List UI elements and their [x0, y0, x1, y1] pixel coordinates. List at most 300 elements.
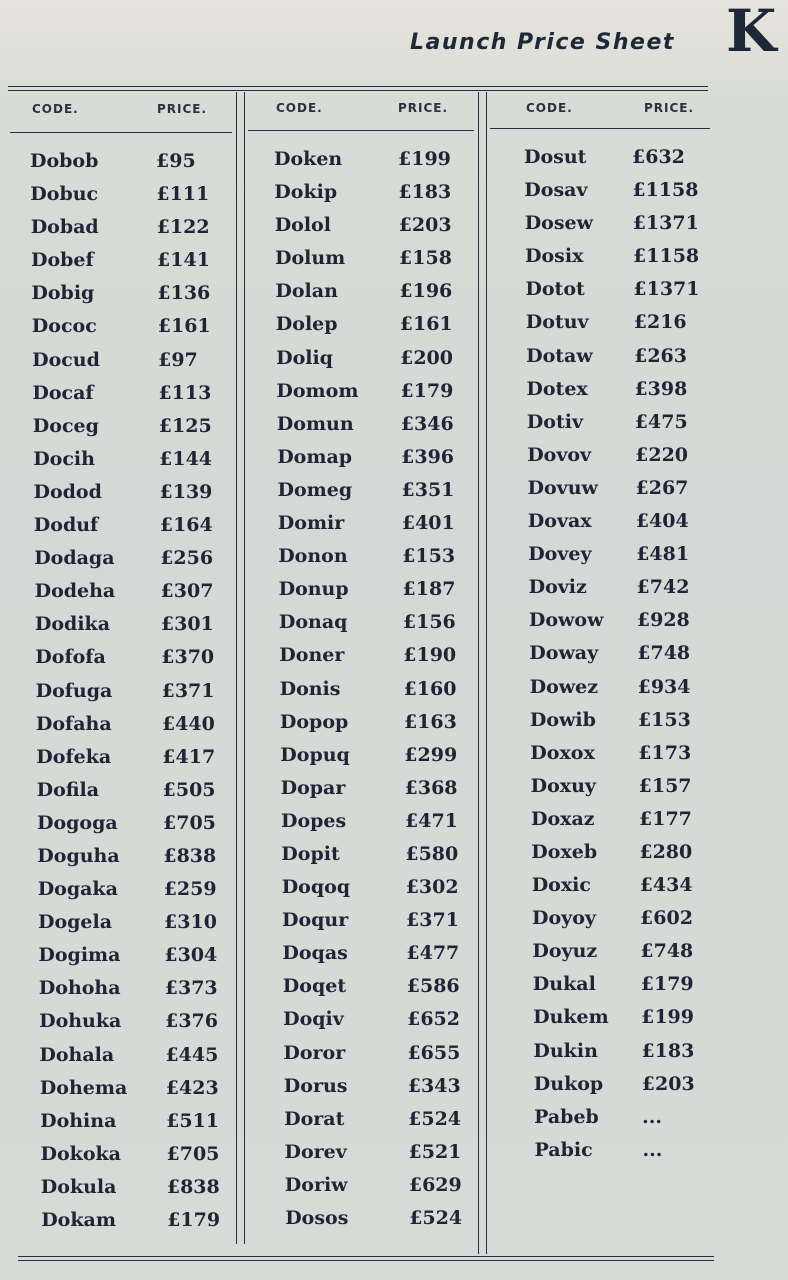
- product-price: £1371: [632, 212, 699, 235]
- product-price: £267: [635, 476, 689, 499]
- product-price: £417: [162, 745, 216, 768]
- table-row: [270, 479, 478, 512]
- product-price: £928: [636, 609, 690, 632]
- product-price: £521: [408, 1140, 462, 1163]
- product-code: Dovey: [528, 543, 592, 566]
- product-price: £373: [164, 977, 218, 1000]
- table-row: [26, 249, 236, 282]
- table-row: [26, 547, 236, 580]
- column-divider-left: [236, 92, 237, 1244]
- product-code: Doyuz: [532, 940, 598, 963]
- product-code: Doxeb: [531, 840, 598, 863]
- table-row: [270, 644, 478, 677]
- product-code: Dowow: [528, 609, 604, 632]
- product-price: £256: [160, 547, 214, 570]
- product-price: £153: [402, 545, 456, 568]
- table-row: [270, 975, 478, 1008]
- table-row: [270, 777, 478, 810]
- product-price: £299: [404, 743, 458, 766]
- product-code: Dovuw: [527, 476, 598, 499]
- product-price: £113: [158, 381, 212, 404]
- table-row: [26, 415, 236, 448]
- table-row: [26, 1143, 236, 1176]
- table-row: [520, 609, 710, 642]
- table-row: [270, 1141, 478, 1174]
- product-price: £179: [167, 1209, 221, 1231]
- product-code: Doqas: [282, 942, 348, 965]
- product-price: £440: [161, 712, 215, 735]
- product-code: Doqur: [282, 909, 349, 932]
- table-row: [26, 812, 236, 845]
- product-price: £220: [635, 443, 689, 466]
- product-code: Dofila: [36, 778, 100, 801]
- product-code: Dorus: [283, 1074, 348, 1097]
- product-price: £396: [401, 445, 455, 468]
- product-code: Dofofa: [35, 646, 106, 669]
- product-code: Dobob: [30, 150, 99, 172]
- product-price: ...: [642, 1138, 663, 1161]
- product-code: Dofeka: [36, 745, 112, 768]
- product-code: Donis: [279, 677, 341, 700]
- table-row: [26, 911, 236, 944]
- product-code: Dotot: [525, 278, 585, 301]
- product-code: Donup: [278, 578, 349, 601]
- product-code: Doguha: [37, 844, 120, 867]
- table-row: [520, 973, 710, 1006]
- table-row: [26, 713, 236, 746]
- table-row: [270, 678, 478, 711]
- table-row: [26, 1010, 236, 1043]
- product-price: £173: [638, 741, 692, 764]
- table-row: [520, 411, 710, 444]
- product-price: £203: [641, 1072, 695, 1095]
- product-code: Dosew: [524, 212, 593, 235]
- table-row: [270, 280, 478, 313]
- table-row: [270, 711, 478, 744]
- product-code: Dukem: [533, 1006, 609, 1029]
- product-price: £200: [400, 346, 453, 369]
- product-code: Dofuga: [35, 679, 113, 702]
- table-row: [270, 578, 478, 611]
- product-code: Doliq: [276, 346, 333, 369]
- product-price: £346: [400, 412, 454, 435]
- product-price: £376: [165, 1010, 218, 1033]
- table-row: [26, 613, 236, 646]
- sheet-title: Launch Price Sheet: [410, 30, 675, 55]
- product-code: Dopit: [281, 842, 340, 865]
- product-code: Domir: [277, 512, 345, 535]
- product-price: £157: [638, 774, 692, 797]
- table-row: [270, 247, 478, 280]
- product-code: Dotaw: [526, 344, 593, 367]
- table-row: [520, 874, 710, 907]
- code-header: CODE.: [526, 101, 573, 115]
- product-price: £471: [405, 809, 458, 832]
- product-code: Docud: [32, 348, 100, 371]
- table-row: [26, 1176, 236, 1209]
- product-code: Dopop: [279, 710, 349, 733]
- product-code: Dobad: [30, 216, 99, 239]
- product-price: £652: [407, 1008, 460, 1031]
- product-code: Doduf: [33, 514, 99, 537]
- rows: [520, 146, 710, 1172]
- product-code: Dokam: [41, 1209, 116, 1231]
- table-row: [520, 179, 710, 212]
- table-row: [26, 977, 236, 1010]
- product-price: £183: [398, 181, 452, 204]
- table-row: [520, 378, 710, 411]
- table-row: [26, 878, 236, 911]
- product-code: Doqiv: [283, 1008, 344, 1031]
- table-row: [270, 1108, 478, 1141]
- product-price: £153: [637, 708, 691, 731]
- product-code: Dotuv: [525, 311, 589, 334]
- table-row: [26, 944, 236, 977]
- product-price: £371: [406, 909, 459, 932]
- product-code: Dobef: [31, 249, 94, 272]
- price-header: PRICE.: [398, 101, 449, 115]
- product-price: £524: [408, 1107, 462, 1130]
- table-row: [26, 349, 236, 382]
- table-row: [270, 843, 478, 876]
- product-price: £156: [402, 611, 456, 634]
- product-price: £280: [639, 840, 693, 863]
- product-price: £1158: [633, 245, 700, 268]
- product-price: £158: [399, 247, 452, 270]
- table-row: [520, 278, 710, 311]
- product-code: Dokoka: [40, 1142, 121, 1165]
- table-row: [26, 580, 236, 613]
- product-code: Pabic: [534, 1138, 593, 1161]
- product-price: £838: [166, 1175, 220, 1198]
- table-row: [520, 146, 710, 179]
- product-code: Doxic: [531, 874, 591, 897]
- product-code: Dopar: [280, 776, 346, 799]
- product-code: Dosix: [525, 245, 584, 268]
- product-code: Dolep: [275, 313, 338, 336]
- product-code: Doqoq: [281, 876, 351, 899]
- table-row: [520, 576, 710, 609]
- table-row: [270, 876, 478, 909]
- table-row: [26, 1110, 236, 1143]
- product-price: £307: [160, 580, 214, 603]
- product-code: Dosut: [524, 146, 587, 168]
- table-row: [270, 909, 478, 942]
- product-code: Dukin: [533, 1039, 598, 1062]
- table-row: [520, 245, 710, 278]
- product-price: £190: [403, 644, 457, 667]
- product-price: £1158: [632, 179, 699, 202]
- table-row: [26, 382, 236, 415]
- product-code: Dotiv: [526, 410, 583, 433]
- table-row: [26, 680, 236, 713]
- product-code: Dolan: [275, 280, 338, 303]
- product-code: Dorat: [284, 1107, 345, 1130]
- product-code: Doxuy: [530, 774, 596, 797]
- product-price: £196: [399, 280, 453, 303]
- product-code: Dobuc: [30, 183, 99, 206]
- product-price: £705: [163, 811, 216, 834]
- code-header: CODE.: [276, 101, 323, 115]
- table-row: [520, 1040, 710, 1073]
- table-row: [270, 1207, 478, 1240]
- product-price: £602: [640, 907, 693, 930]
- table-row: [270, 942, 478, 975]
- product-price: £1371: [633, 278, 700, 301]
- table-row: [520, 1106, 710, 1139]
- table-row: [270, 413, 478, 446]
- product-price: £144: [159, 447, 213, 470]
- product-code: Doxaz: [531, 807, 595, 830]
- table-row: [26, 1077, 236, 1110]
- product-price: £183: [641, 1039, 695, 1062]
- table-row: [26, 150, 236, 183]
- table-row: [26, 448, 236, 481]
- product-code: Dukop: [533, 1072, 604, 1095]
- product-price: £404: [635, 510, 689, 533]
- product-code: Dodika: [34, 613, 111, 636]
- table-row: [520, 709, 710, 742]
- table-row: [270, 1174, 478, 1207]
- product-price: £139: [159, 480, 213, 503]
- table-row: [520, 1073, 710, 1106]
- table-row: [26, 216, 236, 249]
- product-code: Dolum: [275, 247, 346, 270]
- table-row: [270, 148, 478, 181]
- table-row: [26, 282, 236, 315]
- product-price: £141: [157, 249, 210, 272]
- table-row: [26, 1209, 236, 1242]
- product-code: Doxox: [530, 741, 595, 764]
- table-row: [26, 1044, 236, 1077]
- product-code: Doqet: [282, 975, 347, 998]
- product-code: Doviz: [528, 576, 587, 599]
- product-price: £302: [405, 876, 459, 899]
- table-row: [270, 810, 478, 843]
- product-code: Dopuq: [280, 743, 350, 766]
- product-price: £177: [639, 807, 692, 830]
- table-row: [520, 676, 710, 709]
- table-row: [26, 779, 236, 812]
- table-row: [520, 940, 710, 973]
- table-row: [520, 477, 710, 510]
- price-header: PRICE.: [644, 101, 695, 115]
- table-row: [26, 746, 236, 779]
- product-price: £179: [640, 973, 694, 996]
- product-price: ...: [642, 1105, 662, 1128]
- product-code: Domeg: [277, 478, 353, 501]
- product-code: Dodaga: [34, 547, 115, 570]
- product-price: £434: [639, 874, 693, 897]
- product-code: Dosos: [285, 1207, 349, 1229]
- product-price: £629: [408, 1173, 462, 1196]
- product-price: £371: [161, 679, 215, 702]
- table-row: [270, 313, 478, 346]
- product-code: Doyoy: [532, 907, 596, 930]
- bottom-rule-inner: [18, 1260, 714, 1261]
- product-code: Dukal: [532, 973, 596, 996]
- price-column-1: [26, 90, 236, 1250]
- product-price: £161: [399, 313, 453, 336]
- product-price: £163: [403, 710, 457, 733]
- column-divider-left-inner: [244, 92, 245, 1244]
- product-code: Dolol: [274, 214, 331, 237]
- product-price: £310: [164, 911, 217, 934]
- product-price: £934: [637, 675, 691, 698]
- table-row: [270, 1075, 478, 1108]
- table-row: [520, 1006, 710, 1039]
- table-row: [270, 545, 478, 578]
- product-price: £475: [634, 410, 688, 433]
- table-row: [26, 514, 236, 547]
- table-row: [520, 543, 710, 576]
- product-price: £187: [402, 578, 456, 601]
- product-price: £398: [634, 377, 688, 400]
- table-row: [520, 1139, 710, 1172]
- product-price: £301: [160, 613, 214, 636]
- product-price: £477: [406, 942, 460, 965]
- table-row: [520, 841, 710, 874]
- table-row: [520, 311, 710, 344]
- table-row: [26, 845, 236, 878]
- product-code: Dovov: [527, 443, 592, 466]
- product-code: Doken: [274, 148, 343, 170]
- product-price: £199: [398, 148, 451, 170]
- product-code: Doner: [279, 644, 345, 667]
- table-row: [520, 444, 710, 477]
- product-price: £111: [156, 183, 210, 206]
- table-row: [520, 808, 710, 841]
- product-code: Dofaha: [35, 712, 112, 735]
- product-price: £580: [405, 842, 459, 865]
- product-code: Docih: [33, 447, 95, 470]
- product-code: Dohina: [40, 1109, 117, 1132]
- product-code: Dodeha: [34, 580, 116, 603]
- product-code: Dogoga: [37, 811, 118, 834]
- table-row: [26, 646, 236, 679]
- rows: [26, 150, 236, 1242]
- product-price: £481: [636, 543, 690, 566]
- top-rule: [8, 86, 708, 87]
- product-code: Dohoha: [38, 977, 121, 1000]
- product-code: Dovax: [527, 510, 592, 533]
- rows: [270, 148, 478, 1240]
- table-row: [270, 181, 478, 214]
- table-row: [520, 775, 710, 808]
- table-row: [270, 380, 478, 413]
- product-code: Dokip: [274, 181, 338, 204]
- table-row: [270, 744, 478, 777]
- product-price: £705: [166, 1142, 220, 1165]
- product-price: £263: [634, 344, 687, 367]
- table-row: [26, 183, 236, 216]
- product-price: £179: [400, 379, 454, 402]
- product-code: Doror: [283, 1041, 346, 1064]
- product-price: £524: [409, 1207, 463, 1229]
- table-row: [270, 611, 478, 644]
- product-code: Domun: [276, 412, 354, 435]
- product-code: Doway: [529, 642, 599, 665]
- product-code: Dowez: [529, 675, 598, 698]
- product-price: £160: [403, 677, 457, 700]
- table-row: [520, 345, 710, 378]
- product-price: £95: [156, 150, 196, 172]
- product-code: Dococ: [31, 315, 97, 338]
- product-code: Donaq: [278, 611, 348, 634]
- price-column-2: [270, 90, 478, 1250]
- product-price: £445: [165, 1043, 219, 1066]
- product-price: £304: [164, 944, 218, 967]
- product-code: Dorev: [284, 1140, 347, 1163]
- section-letter: K: [726, 0, 777, 65]
- product-code: Pabeb: [534, 1105, 599, 1128]
- column-divider-right: [478, 92, 479, 1254]
- table-row: [520, 510, 710, 543]
- product-code: Doriw: [284, 1173, 348, 1196]
- product-price: £511: [166, 1109, 220, 1132]
- product-price: £199: [641, 1006, 694, 1029]
- product-price: £368: [404, 776, 458, 799]
- product-code: Dohala: [39, 1043, 115, 1066]
- product-code: Doceg: [32, 414, 99, 437]
- product-price: £122: [156, 216, 210, 239]
- product-price: £351: [401, 478, 455, 501]
- product-code: Donon: [278, 545, 348, 568]
- bottom-rule: [18, 1256, 714, 1257]
- product-code: Dopes: [281, 809, 347, 832]
- table-row: [270, 446, 478, 479]
- product-price: £632: [632, 146, 685, 168]
- product-price: £655: [407, 1041, 461, 1064]
- product-code: Dobig: [31, 282, 95, 305]
- product-price: £136: [157, 282, 211, 305]
- table-row: [26, 315, 236, 348]
- product-code: Dosav: [524, 179, 588, 202]
- product-code: Dohema: [39, 1076, 128, 1099]
- product-code: Domom: [276, 379, 359, 402]
- table-row: [270, 214, 478, 247]
- product-price: £748: [637, 642, 691, 665]
- product-price: £125: [158, 414, 212, 437]
- product-price: £586: [406, 975, 460, 998]
- product-code: Dogaka: [37, 878, 118, 901]
- table-row: [26, 481, 236, 514]
- product-code: Domap: [277, 445, 353, 468]
- table-row: [270, 1008, 478, 1041]
- product-price: £216: [633, 311, 687, 334]
- code-header: CODE.: [32, 102, 79, 116]
- product-code: Dogela: [38, 911, 113, 934]
- product-price: £401: [401, 512, 455, 535]
- product-price: £838: [163, 844, 217, 867]
- product-price: £203: [398, 214, 452, 237]
- table-row: [520, 642, 710, 675]
- product-code: Dowib: [529, 708, 596, 731]
- product-price: £748: [640, 940, 694, 963]
- table-row: [270, 1042, 478, 1075]
- product-price: £370: [161, 646, 215, 669]
- product-price: £742: [636, 576, 690, 599]
- product-code: Dogima: [38, 944, 121, 967]
- table-row: [270, 512, 478, 545]
- table-row: [270, 347, 478, 380]
- product-code: Dokula: [40, 1175, 117, 1198]
- table-row: [520, 907, 710, 940]
- product-price: £161: [157, 315, 211, 338]
- product-price: £259: [163, 878, 217, 901]
- product-price: £97: [158, 348, 198, 371]
- product-price: £505: [162, 778, 216, 801]
